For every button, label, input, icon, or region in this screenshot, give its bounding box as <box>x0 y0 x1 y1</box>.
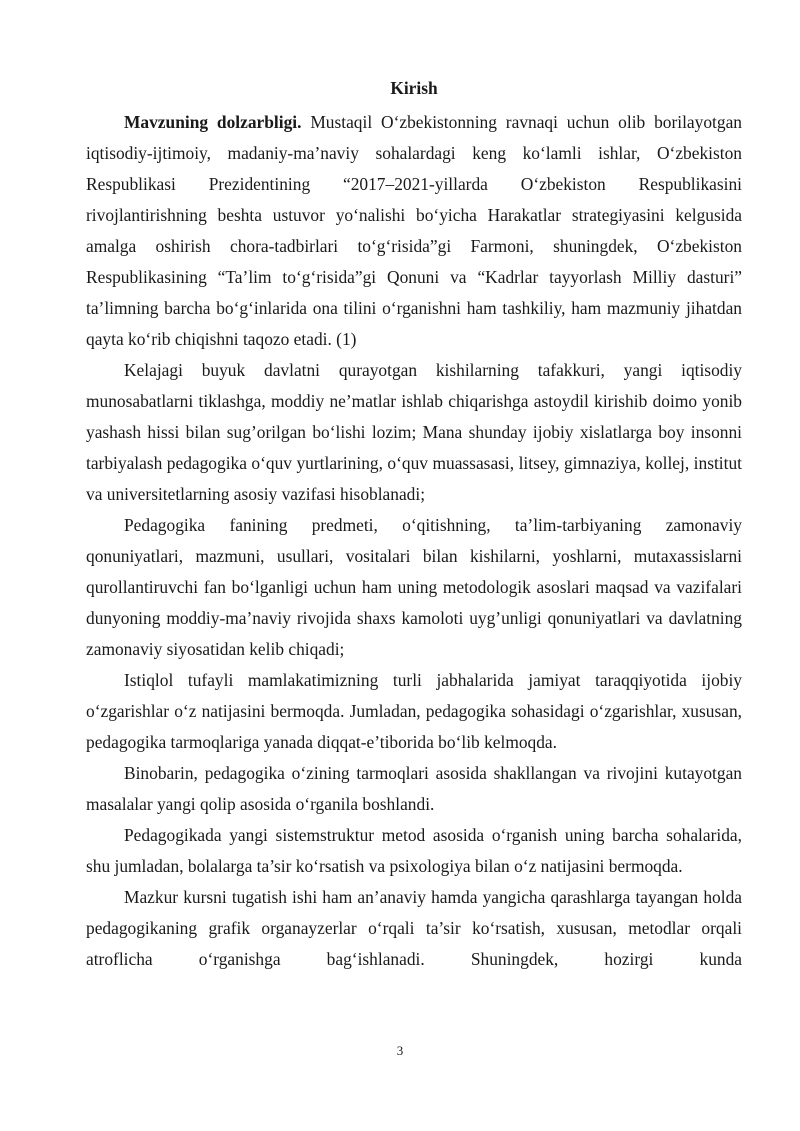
paragraph-text: Istiqlol tufayli mamlakatimizning turli jabhalarida jamiyat taraqqiyotida ijobiy o‘zgarishlar o‘z natijasini bermoqda. Jumladan, pedagogika sohasidagi o‘zgarishlar, xususan, pedagogika tarmoqlariga yanada diqqat-e’tiborida bo‘lib kelmoqda. <box>86 670 742 752</box>
paragraph <box>86 820 742 882</box>
paragraph-text: Pedagogikada yangi sistemstruktur metod asosida o‘rganish uning barcha sohalarida, shu jumladan, bolalarga ta’sir ko‘rsatish va psixologiya bilan o‘z natijasini bermoqda. <box>86 825 742 876</box>
paragraph <box>86 355 742 510</box>
paragraph <box>86 882 742 975</box>
page-number: 3 <box>396 1043 404 1058</box>
paragraph-lead: Mavzuning dolzarbligi. <box>124 112 302 132</box>
document-page <box>86 76 742 975</box>
paragraph-text: Mustaqil O‘zbekistonning ravnaqi uchun olib borilayotgan iqtisodiy-ijtimoiy, madaniy-ma’naviy sohalardagi keng ko‘lamli ishlar, O‘zbekiston Respublikasi Prezidentining “2017–2021-yillarda O‘zbekiston Respublikasini rivojlantirishning beshta ustuvor yo‘nalishi bo‘yicha Harakatlar strategiyasini kelgusida amalga oshirish chora-tadbirlari to‘g‘risida”gi Farmoni, shuningdek, O‘zbekiston Respublikasining “Ta’lim to‘g‘risida”gi Qonuni va “Kadrlar tayyorlash Milliy dasturi” ta’limning barcha bo‘g‘inlarida ona tilini o‘rganishni ham tashkiliy, ham mazmuniy jihatdan qayta ko‘rib chiqishni taqozo etadi. (1) <box>86 112 742 349</box>
paragraph-text: Binobarin, pedagogika o‘zining tarmoqlari asosida shakllangan va rivojini kutayotgan masalalar yangi qolip asosida o‘rganila boshlandi. <box>86 763 742 814</box>
paragraph <box>86 510 742 665</box>
paragraph-text: Kelajagi buyuk davlatni qurayotgan kishilarning tafakkuri, yangi iqtisodiy munosabatlarni tiklashga, moddiy ne’matlar ishlab chiqarishga astoydil kirishib doimo yonib yashash hissi bilan sug’orilgan bo‘lishi lozim; Mana shunday ijobiy xislatlarga boy insonni tarbiyalash pedagogika o‘quv yurtlarining, o‘quv muassasasi, litsey, gimnaziya, kollej, institut va universitetlarning asosiy vazifasi hisoblanadi; <box>86 360 742 504</box>
paragraph <box>86 758 742 820</box>
paragraph-text: Pedagogika fanining predmeti, o‘qitishning, ta’lim-tarbiyaning zamonaviy qonuniyatlari, mazmuni, usullari, vositalari bilan kishilarni, yoshlarni, mutaxassislarni qurollantiruvchi fan bo‘lganligi uchun ham uning metodologik asoslari maqsad va vazifalari dunyoning moddiy-ma’naviy rivojida shaxs kamoloti uyg’unligi qonuniyatlari va davlatning zamonaviy siyosatidan kelib chiqadi; <box>86 515 742 659</box>
paragraph-text: Mazkur kursni tugatish ishi ham an’anaviy hamda yangicha qarashlarga tayangan holda pedagogikaning grafik organayzerlar o‘rqali ta’sir ko‘rsatish, xususan, metodlar orqali atroflicha o‘rganishga bag‘ishlanadi. Shuningdek, hozirgi kunda <box>86 887 742 969</box>
paragraph <box>86 665 742 758</box>
section-title: Kirish <box>390 78 438 98</box>
paragraph-relevance <box>86 107 742 355</box>
